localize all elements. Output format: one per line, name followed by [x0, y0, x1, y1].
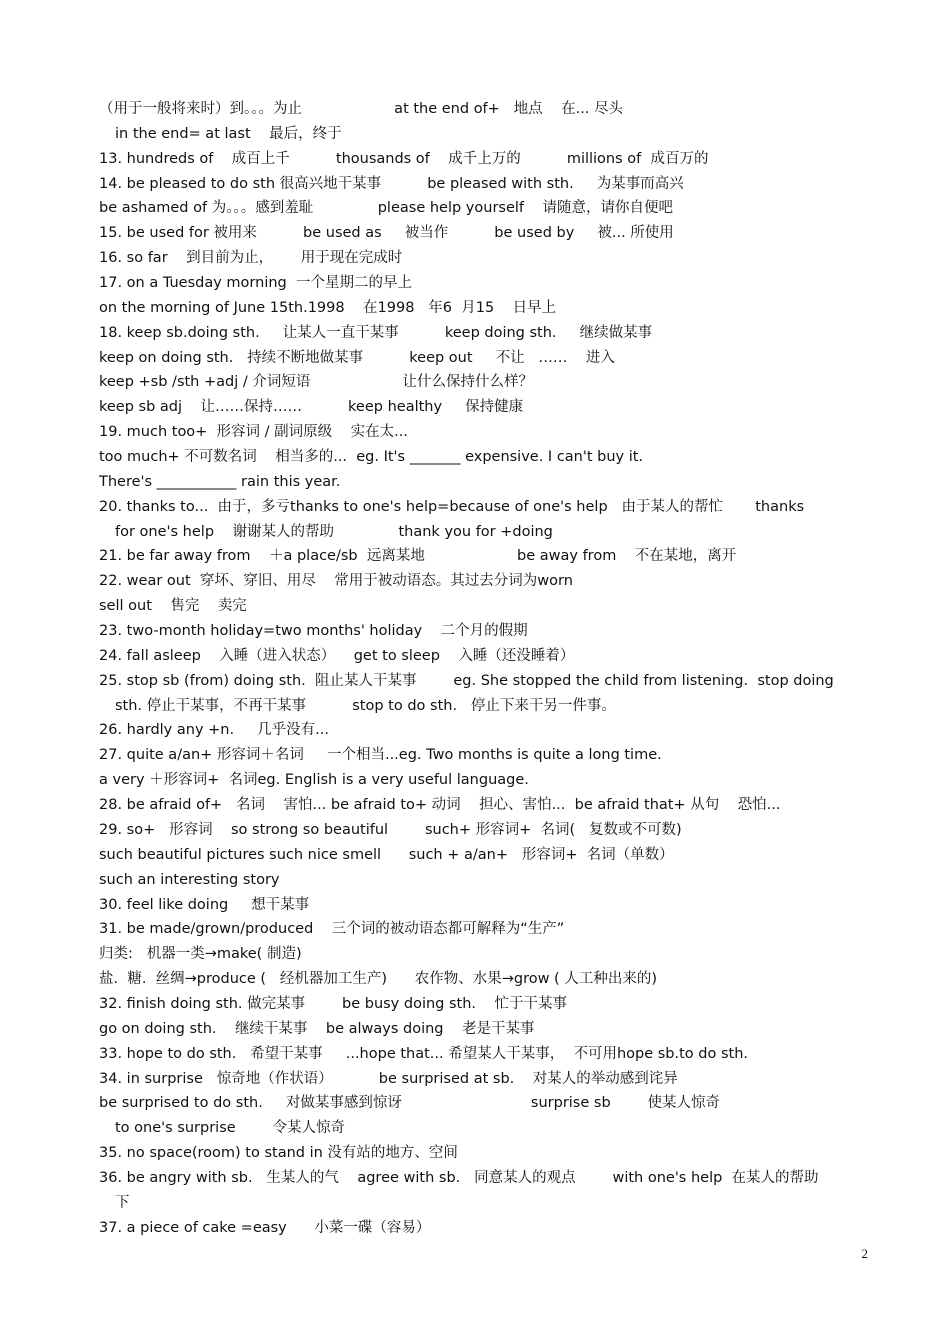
text-line: keep +sb /sth +adj / 介词短语 让什么保持什么样？ [99, 374, 534, 391]
text-line: 30. feel like doing 想干某事 [99, 896, 310, 913]
text-line: 36. be angry with sb. 生某人的气 agree with sb. 同意某人的观点 with one's help 在某人的帮助 [99, 1169, 819, 1186]
text-line: sell out 售完 卖完 [99, 598, 247, 615]
page-number: 2 [861, 1246, 868, 1261]
text-line: 13. hundreds of 成百上千 thousands of 成千上万的 millions of 成百万的 [99, 150, 709, 167]
text-line: on the morning of June 15th.1998 在1998 年6 月15 日早上 [99, 299, 557, 316]
text-line: 33. hope to do sth. 希望干某事 ...hope that... 希望某人干某事， 不可用hope sb.to do sth. [99, 1045, 749, 1062]
text-line: be surprised to do sth. 对做某事感到惊讶 surprise sb 使某人惊奇 [99, 1095, 721, 1112]
text-line: 25. stop sb (from) doing sth. 阻止某人干某事 eg. She stopped the child from listening. stop doing [99, 672, 834, 689]
text-line: 26. hardly any +n. 几乎没有... [99, 722, 329, 739]
text-line: 27. quite a/an+ 形容词＋名词 一个相当...eg. Two months is quite a long time. [99, 747, 662, 764]
text-line: such an interesting story [99, 871, 280, 888]
text-line: There's ___________ rain this year. [99, 473, 341, 490]
text-line: a very ＋形容词+ 名词eg. English is a very useful language. [99, 772, 529, 789]
text-line: 21. be far away from ＋a place/sb 远离某地 be away from 不在某地，离开 [99, 548, 737, 565]
text-line: 31. be made/grown/produced 三个词的被动语态都可解释为“生产” [99, 921, 565, 938]
text-line: to one's surprise 令某人惊奇 [115, 1120, 346, 1137]
text-line: 归类: 机器一类→make( 制造) [99, 946, 302, 963]
text-line: be ashamed of 为。。。感到羞耻 please help yourself 请随意，请你自便吧 [99, 200, 673, 217]
text-line: 28. be afraid of+ 名词 害怕... be afraid to+ 动词 担心、害怕... be afraid that+ 从句 恐怕... [99, 797, 781, 814]
text-line: 16. so far 到目前为止， 用于现在完成时 [99, 250, 403, 267]
text-line: 23. two-month holiday=two months' holiday 二个月的假期 [99, 623, 528, 640]
text-line: go on doing sth. 继续干某事 be always doing 老是干某事 [99, 1020, 535, 1037]
text-line: 20. thanks to... 由于，多亏thanks to one's help=because of one's help 由于某人的帮忙 thanks [99, 498, 805, 515]
text-line: 15. be used for 被用来 be used as 被当作 be used by 被... 所使用 [99, 225, 674, 242]
text-line: 14. be pleased to do sth 很高兴地干某事 be pleased with sth. 为某事而高兴 [99, 175, 684, 192]
text-line: 22. wear out 穿坏、穿旧、用尽 常用于被动语态。其过去分词为worn [99, 573, 573, 590]
text-line: 35. no space(room) to stand in 没有站的地方、空间 [99, 1145, 458, 1162]
text-line: such beautiful pictures such nice smell such + a/an+ 形容词+ 名词（单数） [99, 846, 674, 863]
text-line: sth. 停止干某事，不再干某事 stop to do sth. 停止下来干另一件事。 [115, 697, 616, 714]
text-line: for one's help 谢谢某人的帮助 thank you for +doing [115, 523, 553, 540]
text-line: 34. in surprise 惊奇地（作状语） be surprised at sb. 对某人的举动感到诧异 [99, 1070, 678, 1087]
text-line: 24. fall asleep 入睡（进入状态） get to sleep 入睡（还没睡着） [99, 647, 575, 664]
text-line: 37. a piece of cake =easy 小菜一碟（容易） [99, 1219, 431, 1236]
text-line: 29. so+ 形容词 so strong so beautiful such+ 形容词+ 名词( 复数或不可数) [99, 821, 682, 838]
text-line: 盐. 糖. 丝绸→produce ( 经机器加工生产) 农作物、水果→grow ( 人工种出来的) [99, 971, 657, 988]
text-line: 19. much too+ 形容词 / 副词原级 实在太... [99, 424, 408, 441]
text-line: 18. keep sb.doing sth. 让某人一直干某事 keep doing sth. 继续做某事 [99, 324, 653, 341]
text-line: （用于一般将来时）到。。。为止 at the end of+ 地点 在... 尽头 [99, 101, 624, 117]
text-line: in the end= at last 最后，终于 [115, 125, 342, 142]
text-line: keep on doing sth. 持续不断地做某事 keep out 不让 …… 进入 [99, 349, 615, 366]
text-block [99, 97, 869, 1241]
text-line: 32. finish doing sth. 做完某事 be busy doing sth. 忙于干某事 [99, 995, 567, 1012]
text-line: too much+ 不可数名词 相当多的... eg. It's _______ expensive. I can't buy it. [99, 449, 644, 466]
text-line: 17. on a Tuesday morning 一个星期二的早上 [99, 275, 412, 292]
text-line: keep sb adj 让……保持…… keep healthy 保持健康 [99, 399, 524, 416]
text-line: 下 [115, 1194, 130, 1211]
